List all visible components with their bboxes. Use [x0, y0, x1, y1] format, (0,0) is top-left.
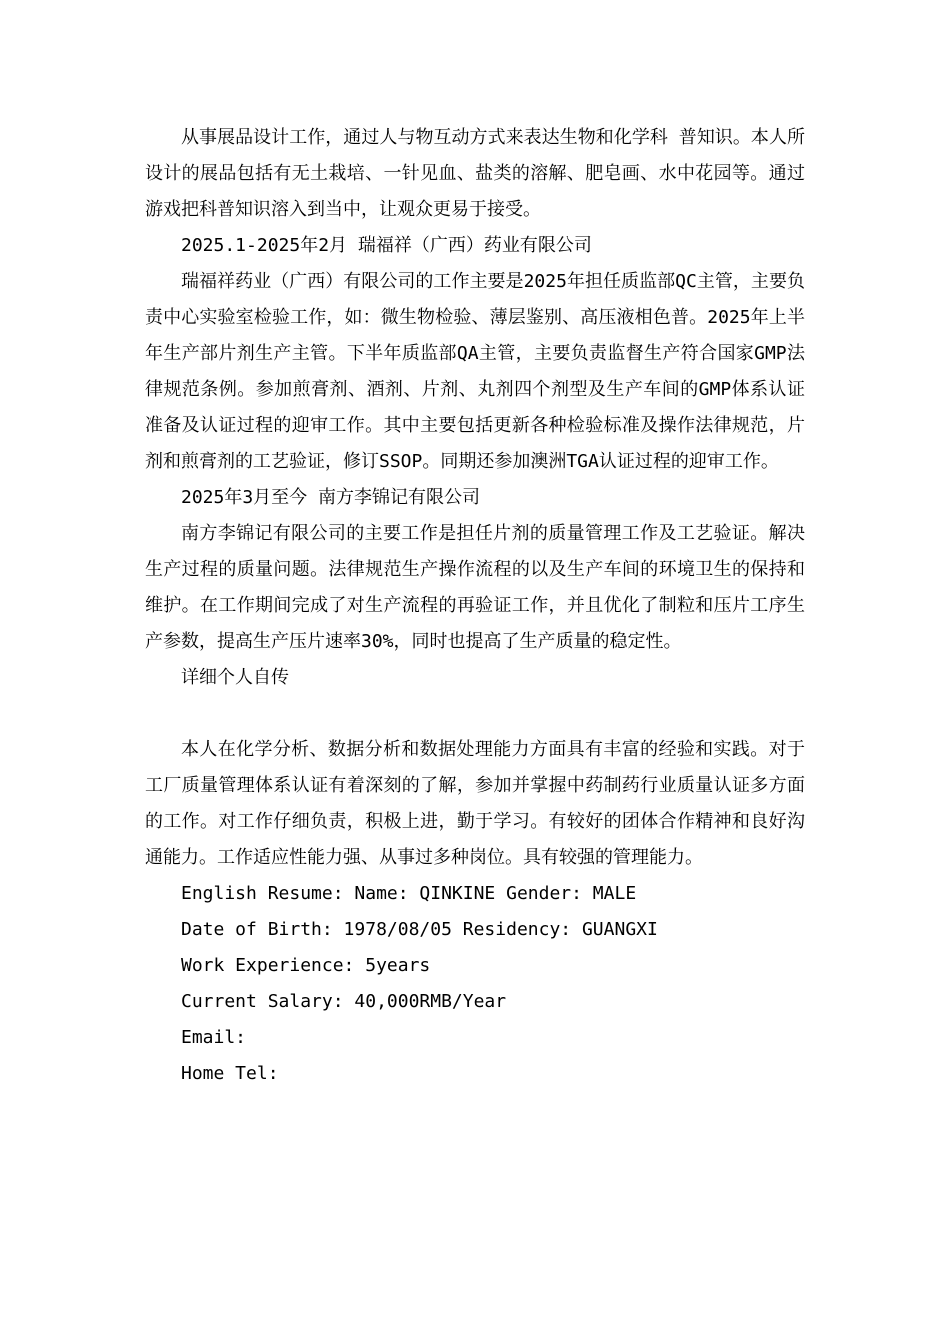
job-title-lee-kum-kee: 2025年3月至今 南方李锦记有限公司	[181, 487, 481, 508]
english-resume-line-home-tel: Home Tel:	[181, 1063, 279, 1084]
paragraph-ruifuxiang: 瑞福祥药业（广西）有限公司的工作主要是2025年担任质监部QC主管，主要负责中心实验室检验工作，如：微生物检验、薄层鉴别、高压液相色普。2025年上半年生产部片剂生产主管。下半年质监部QA主管，主要负责监督生产符合国家GMP法律规范条例。参加煎膏剂、酒剂、片剂、丸剂四个剂型及生产车间的GMP体系认证准备及认证过程的迎审工作。其中主要包括更新各种检验标准及操作法律规范，片剂和煎膏剂的工艺验证，修订SSOP。同期还参加澳洲TGA认证过程的迎审工作。	[145, 271, 805, 472]
paragraph-lee-kum-kee: 南方李锦记有限公司的主要工作是担任片剂的质量管理工作及工艺验证。解决生产过程的质量问题。法律规范生产操作流程的以及生产车间的环境卫生的保持和维护。在工作期间完成了对生产流程的再验证工作，并且优化了制粒和压片工序生产参数，提高生产压片速率30%，同时也提高了生产质量的稳定性。	[145, 523, 805, 652]
job-title-ruifuxiang: 2025.1-2025年2月 瑞福祥（广西）药业有限公司	[181, 235, 592, 256]
english-resume-line-name: English Resume: Name: QINKINE Gender: MALE	[181, 883, 637, 904]
english-resume-line-birth: Date of Birth: 1978/08/05 Residency: GUANGXI	[181, 919, 658, 940]
english-resume-line-salary: Current Salary: 40,000RMB/Year	[181, 991, 507, 1012]
bio-heading: 详细个人自传	[181, 667, 289, 688]
english-resume-line-experience: Work Experience: 5years	[181, 955, 431, 976]
paragraph-self-bio: 本人在化学分析、数据分析和数据处理能力方面具有丰富的经验和实践。对于工厂质量管理体系认证有着深刻的了解，参加并掌握中药制药行业质量认证多方面的工作。对工作仔细负责，积极上进，勤于学习。有较好的团体合作精神和良好沟通能力。工作适应性能力强、从事过多种岗位。具有较强的管理能力。	[145, 739, 805, 868]
english-resume-line-email: Email:	[181, 1027, 247, 1048]
paragraph-exhibit-design: 从事展品设计工作，通过人与物互动方式来表达生物和化学科 普知识。本人所设计的展品包括有无土栽培、一针见血、盐类的溶解、肥皂画、水中花园等。通过游戏把科普知识溶入到当中，让观众更易于接受。	[145, 127, 805, 220]
blank-line	[145, 696, 805, 732]
document-page	[145, 120, 805, 1092]
